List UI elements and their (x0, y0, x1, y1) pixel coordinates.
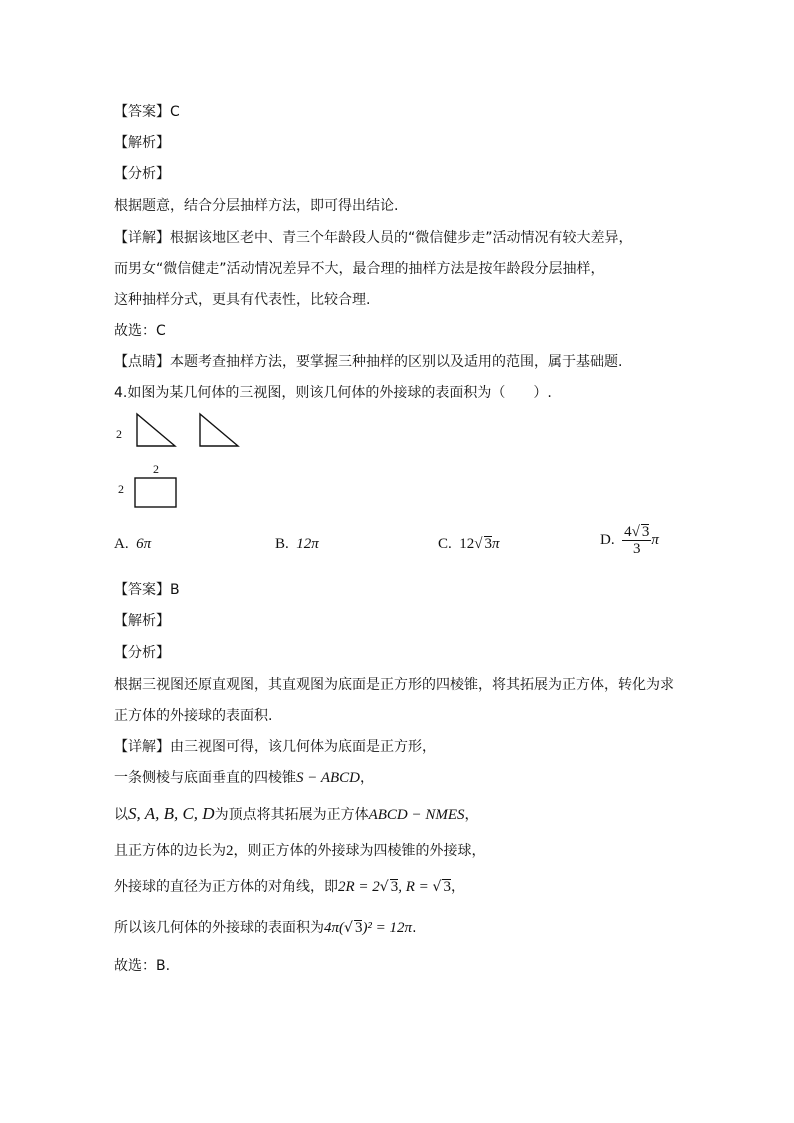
detail-line1-q4: 【详解】由三视图可得，该几何体为底面是正方形， (114, 739, 436, 755)
top-view-square (135, 478, 176, 507)
detail-line6-q4: 所以该几何体的外接球的表面积为4π(√ 3)² = 12π. (114, 920, 417, 936)
side-view-triangle (200, 414, 238, 446)
detail-line3-q3: 这种抽样分式，更具有代表性，比较合理. (114, 292, 371, 308)
detail-line2-q3: 而男女“微信健走”活动情况差异不大，最合理的抽样方法是按年龄段分层抽样， (114, 261, 605, 277)
choice-q3: 故选：C (114, 323, 166, 339)
comment-q3: 【点睛】本题考查抽样方法，要掌握三种抽样的区别以及适用的范围，属于基础题. (114, 354, 623, 370)
fenxi-heading-q3: 【分析】 (114, 166, 170, 182)
fenxi-line2-q4: 正方体的外接球的表面积. (114, 708, 273, 724)
front-view-triangle (137, 414, 175, 446)
front-view-height-label: 2 (116, 427, 122, 441)
detail-line3-q4: 以S, A, B, C, D为顶点将其拓展为正方体ABCD − NMES， (114, 804, 479, 823)
fenxi-text-q3: 根据题意，结合分层抽样方法，即可得出结论. (114, 198, 399, 214)
fenxi-heading-q4: 【分析】 (114, 645, 170, 661)
option-d-fraction: $\frac{4√ 3}{3}$ (624, 524, 650, 557)
option-b: B. 12π (275, 536, 319, 552)
top-view-height-label: 2 (118, 482, 124, 496)
analysis-heading-q3: 【解析】 (114, 135, 170, 151)
detail-line4-q4: 且正方体的边长为2，则正方体的外接球为四棱锥的外接球， (114, 843, 486, 859)
option-c: C. 12√ 3π (438, 536, 500, 552)
option-a: A. 6π (114, 536, 152, 552)
answer-label-q3: 【答案】C (114, 104, 180, 120)
detail-line5-q4: 外接球的直径为正方体的对角线，即2R = 2√ 3, R = √ 3， (114, 879, 465, 895)
question-stem-q4: 4.如图为某几何体的三视图，则该几何体的外接球的表面积为（ ）. (114, 385, 552, 401)
analysis-heading-q4: 【解析】 (114, 613, 170, 629)
option-d: D. $\frac{4√ 3}{3}$ π (600, 524, 659, 557)
detail-line2-q4: 一条侧棱与底面垂直的四棱锥S − ABCD， (114, 770, 375, 786)
answer-label-q4: 【答案】B (114, 582, 180, 598)
fenxi-line1-q4: 根据三视图还原直观图，其直观图为底面是正方形的四棱锥，将其拓展为正方体，转化为求 (114, 677, 674, 693)
top-view-width-label: 2 (153, 462, 159, 476)
choice-q4: 故选：B. (114, 958, 171, 974)
detail-line1-q3: 【详解】根据该地区老中、青三个年龄段人员的“微信健步走”活动情况有较大差异， (114, 230, 633, 246)
